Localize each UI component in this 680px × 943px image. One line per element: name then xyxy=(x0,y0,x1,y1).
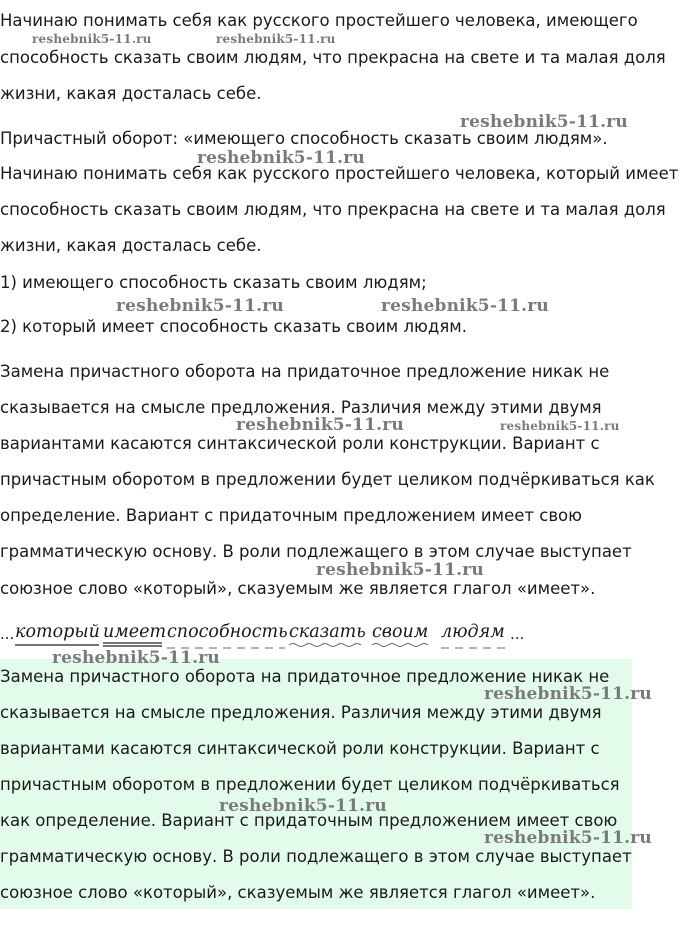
participle-line: Причастный оборот: «имеющего способность сказать своим людям». xyxy=(0,129,608,148)
para2-line: способность сказать своим людям, что прекрасна на свете и та малая доля xyxy=(0,200,666,219)
para3-line: сказывается на смысле предложения. Различия между этими двумя xyxy=(0,398,602,417)
para1-line: Начинаю понимать себя как русского простейшего человека, имеющего xyxy=(0,11,638,30)
parse-underlines xyxy=(0,620,530,650)
para2-line: Начинаю понимать себя как русского простейшего человека, который имеет xyxy=(0,164,679,183)
parse-ellipsis-end: ... xyxy=(510,625,525,643)
parse-object: способность xyxy=(167,622,288,642)
watermark: reshebnik5-11.ru xyxy=(484,684,652,704)
watermark: reshebnik5-11.ru xyxy=(216,32,336,46)
answer-line: Замена причастного оборота на придаточное предложение никак не xyxy=(0,667,610,686)
watermark: reshebnik5-11.ru xyxy=(219,796,387,816)
watermark: reshebnik5-11.ru xyxy=(381,296,549,316)
parse-attribute: своим xyxy=(372,622,429,642)
para3-line: вариантами касаются синтаксической роли конструкции. Вариант с xyxy=(0,434,600,453)
watermark: reshebnik5-11.ru xyxy=(500,419,620,433)
para3-line: грамматическую основу. В роли подлежащего в этом случае выступает xyxy=(0,542,632,561)
parse-infinitive: сказать xyxy=(289,622,366,642)
watermark: reshebnik5-11.ru xyxy=(116,296,284,316)
answer-line: сказывается на смысле предложения. Различия между этими двумя xyxy=(0,703,602,722)
answer-line: союзное слово «который», сказуемым же является глагол «имеет». xyxy=(0,883,596,902)
para3-line: Замена причастного оборота на придаточное предложение никак не xyxy=(0,362,610,381)
parse-object2: людям xyxy=(441,622,505,642)
para1-line: жизни, какая досталась себе. xyxy=(0,84,262,103)
answer-line: грамматическую основу. В роли подлежащего в этом случае выступает xyxy=(0,847,632,866)
para2-line: жизни, какая досталась себе. xyxy=(0,236,262,255)
list-item: 2) который имеет способность сказать своим людям. xyxy=(0,317,467,336)
watermark: reshebnik5-11.ru xyxy=(316,560,484,580)
watermark: reshebnik5-11.ru xyxy=(32,32,152,46)
para3-line: союзное слово «который», сказуемым же является глагол «имеет». xyxy=(0,579,596,598)
watermark: reshebnik5-11.ru xyxy=(236,415,404,435)
para3-line: определение. Вариант с придаточным предложением имеет свою xyxy=(0,506,583,525)
parse-predicate: имеет xyxy=(103,622,167,642)
answer-line: причастным оборотом в предложении будет целиком подчёркиваться xyxy=(0,775,620,794)
parse-ellipsis-start: ... xyxy=(0,625,15,643)
watermark: reshebnik5-11.ru xyxy=(52,648,220,668)
para1-line: способность сказать своим людям, что прекрасна на свете и та малая доля xyxy=(0,48,666,67)
watermark: reshebnik5-11.ru xyxy=(460,112,628,132)
answer-line: вариантами касаются синтаксической роли конструкции. Вариант с xyxy=(0,739,600,758)
parse-subject: который xyxy=(15,622,100,642)
answer-line: как определение. Вариант с придаточным предложением имеет свою xyxy=(0,811,618,830)
list-item: 1) имеющего способность сказать своим людям; xyxy=(0,273,427,292)
watermark: reshebnik5-11.ru xyxy=(197,148,365,168)
para3-line: причастным оборотом в предложении будет целиком подчёркиваться как xyxy=(0,470,655,489)
watermark: reshebnik5-11.ru xyxy=(484,828,652,848)
